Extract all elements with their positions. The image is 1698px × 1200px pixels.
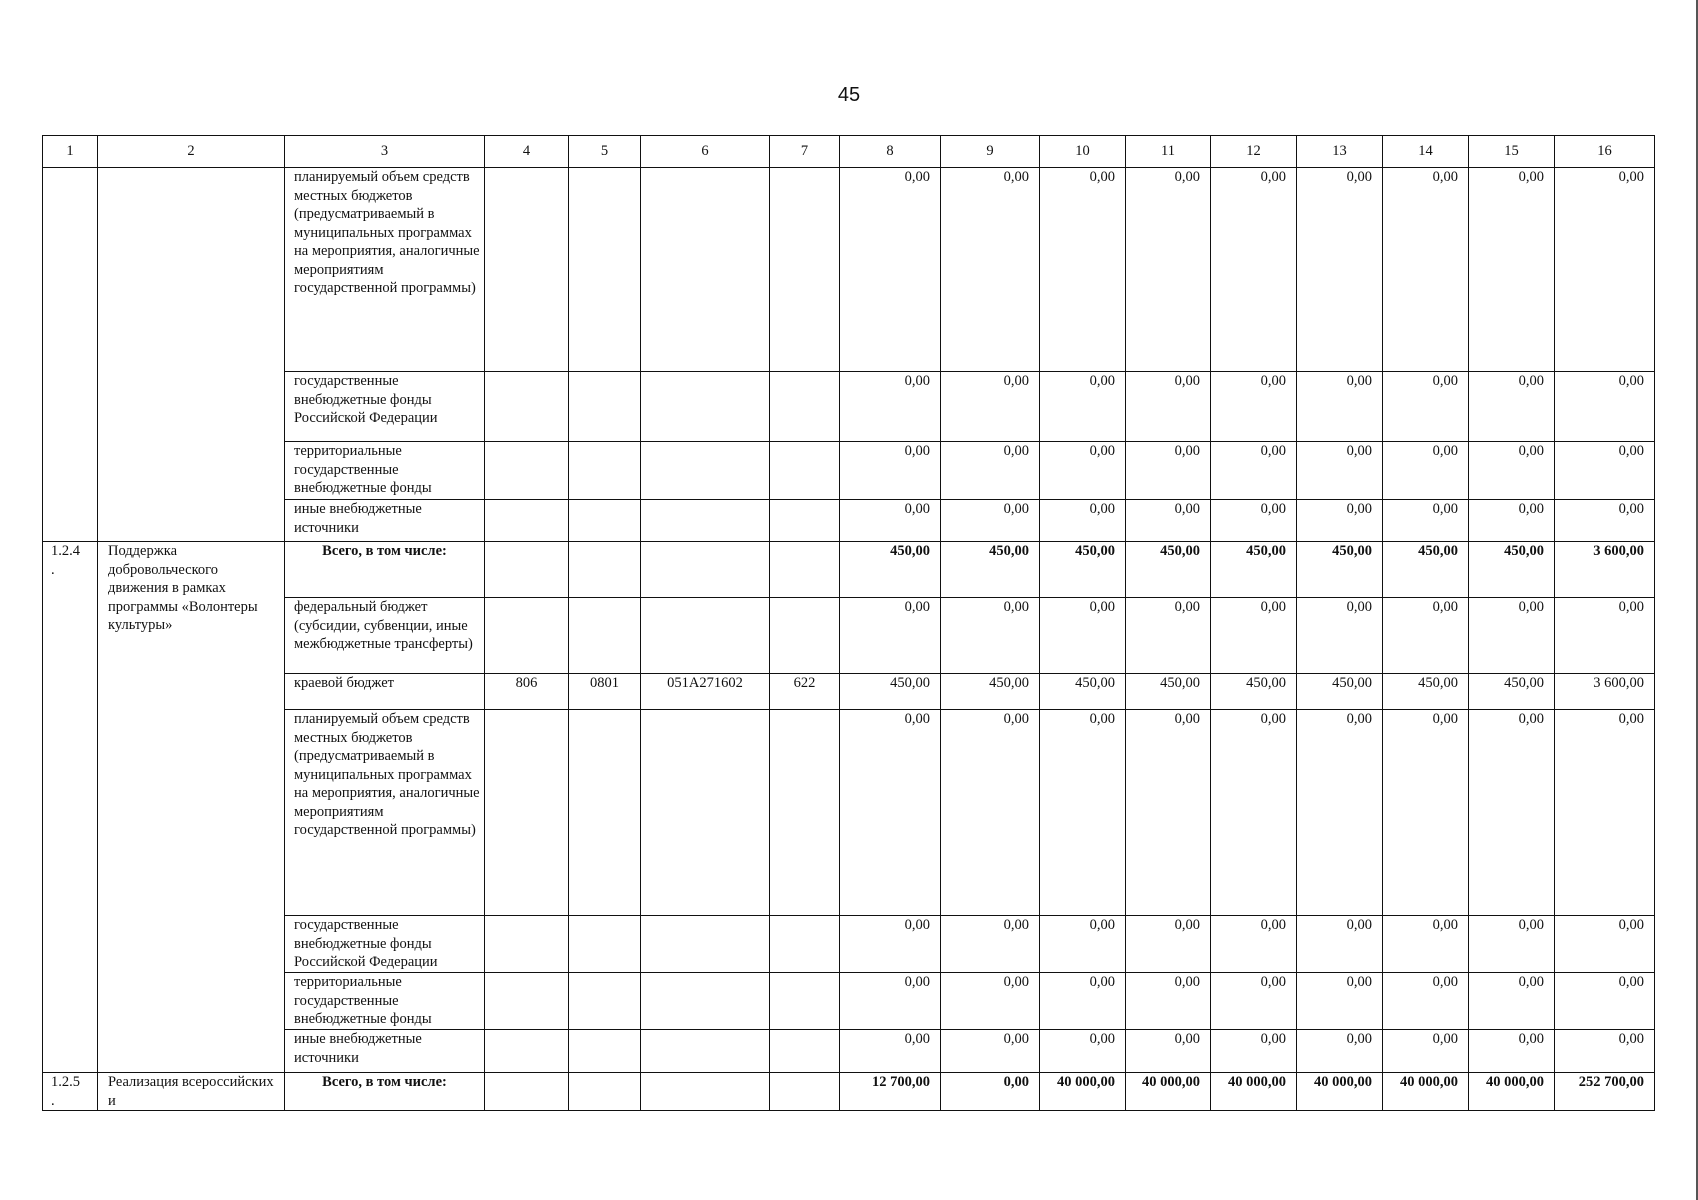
value-cell: 0,00 (941, 442, 1040, 500)
column-header: 2 (98, 136, 285, 168)
column-header: 11 (1126, 136, 1211, 168)
table-row (43, 1030, 1655, 1073)
column-header: 9 (941, 136, 1040, 168)
cell-col4 (485, 598, 569, 674)
value-cell: 0,00 (1383, 442, 1469, 500)
value-cell: 0,00 (941, 598, 1040, 674)
cell-col6: 051A271602 (641, 674, 770, 710)
cell-col6 (641, 1073, 770, 1111)
item-index: 1.2.4 (51, 543, 80, 559)
value-cell: 0,00 (1469, 710, 1555, 916)
value-cell: 0,00 (840, 442, 941, 500)
cell-col4 (485, 442, 569, 500)
total-value-cell: 40 000,00 (1211, 1073, 1297, 1111)
funding-source: планируемый объем средств местных бюджетов (предусматриваемый в муниципальных программах на мероприятия, аналогичные мероприятиям государственной программы) (285, 168, 485, 372)
column-header: 4 (485, 136, 569, 168)
index-mark: . (51, 1092, 55, 1109)
value-cell: 0,00 (1555, 500, 1655, 542)
column-header: 6 (641, 136, 770, 168)
table-row (43, 973, 1655, 1030)
value-cell: 0,00 (1383, 916, 1469, 973)
value-cell: 0,00 (1383, 372, 1469, 442)
cell-col4 (485, 1030, 569, 1073)
value-cell: 0,00 (840, 973, 941, 1030)
header-row (43, 136, 1655, 168)
table-row (43, 916, 1655, 973)
cell-col5: 0801 (569, 674, 641, 710)
value-cell: 0,00 (941, 372, 1040, 442)
index-cell (43, 168, 98, 542)
value-cell: 0,00 (1297, 168, 1383, 372)
value-cell: 0,00 (1555, 372, 1655, 442)
cell-col4 (485, 500, 569, 542)
value-cell: 0,00 (1211, 710, 1297, 916)
value-cell: 0,00 (1126, 372, 1211, 442)
value-cell: 0,00 (1383, 973, 1469, 1030)
cell-col4 (485, 372, 569, 442)
value-cell: 0,00 (1126, 916, 1211, 973)
table-row (43, 598, 1655, 674)
value-cell: 0,00 (1040, 372, 1126, 442)
total-value-cell: 450,00 (1469, 542, 1555, 598)
cell-col6 (641, 916, 770, 973)
column-header: 8 (840, 136, 941, 168)
value-cell: 0,00 (840, 1030, 941, 1073)
value-cell: 0,00 (1040, 973, 1126, 1030)
value-cell: 0,00 (1297, 372, 1383, 442)
total-value-cell: 40 000,00 (1297, 1073, 1383, 1111)
item-name: Поддержка добровольческого движения в рамках программы «Волонтеры культуры» (98, 542, 285, 1073)
item-name: Реализация всероссийских и (98, 1073, 285, 1111)
value-cell: 0,00 (1555, 973, 1655, 1030)
value-cell: 0,00 (1469, 598, 1555, 674)
value-cell: 0,00 (1126, 168, 1211, 372)
cell-col5 (569, 372, 641, 442)
total-value-cell: 450,00 (941, 542, 1040, 598)
column-header: 1 (43, 136, 98, 168)
total-value-cell: 0,00 (941, 1073, 1040, 1111)
value-cell: 450,00 (1126, 674, 1211, 710)
name-cell (98, 168, 285, 542)
total-value-cell: 3 600,00 (1555, 542, 1655, 598)
value-cell: 450,00 (1297, 674, 1383, 710)
value-cell: 0,00 (941, 168, 1040, 372)
table-row (43, 168, 1655, 372)
index-cell (43, 542, 98, 1073)
total-value-cell: 40 000,00 (1383, 1073, 1469, 1111)
value-cell: 0,00 (1469, 500, 1555, 542)
funding-source: краевой бюджет (285, 674, 485, 710)
value-cell: 0,00 (1126, 973, 1211, 1030)
value-cell: 450,00 (1383, 674, 1469, 710)
table-row (43, 372, 1655, 442)
column-header: 15 (1469, 136, 1555, 168)
value-cell: 0,00 (1211, 500, 1297, 542)
value-cell: 0,00 (1126, 500, 1211, 542)
cell-col6 (641, 542, 770, 598)
value-cell: 0,00 (1211, 598, 1297, 674)
value-cell: 0,00 (1126, 442, 1211, 500)
value-cell: 450,00 (1211, 674, 1297, 710)
value-cell: 0,00 (1126, 598, 1211, 674)
funding-source: государственные внебюджетные фонды Российской Федерации (285, 916, 485, 973)
value-cell: 0,00 (1040, 442, 1126, 500)
cell-col4 (485, 542, 569, 598)
cell-col7 (770, 710, 840, 916)
value-cell: 0,00 (1555, 916, 1655, 973)
value-cell: 450,00 (840, 674, 941, 710)
cell-col5 (569, 1073, 641, 1111)
value-cell: 0,00 (1383, 1030, 1469, 1073)
value-cell: 0,00 (1040, 710, 1126, 916)
column-header: 3 (285, 136, 485, 168)
value-cell: 450,00 (1469, 674, 1555, 710)
total-value-cell: 450,00 (1297, 542, 1383, 598)
value-cell: 0,00 (1126, 710, 1211, 916)
value-cell: 0,00 (1383, 168, 1469, 372)
value-cell: 450,00 (941, 674, 1040, 710)
cell-col5 (569, 710, 641, 916)
total-value-cell: 450,00 (1040, 542, 1126, 598)
table-row (43, 1073, 1655, 1111)
total-value-cell: 252 700,00 (1555, 1073, 1655, 1111)
cell-col5 (569, 500, 641, 542)
funding-source: планируемый объем средств местных бюджетов (предусматриваемый в муниципальных программах на мероприятия, аналогичные мероприятиям государственной программы) (285, 710, 485, 916)
value-cell: 0,00 (1211, 442, 1297, 500)
cell-col7 (770, 1030, 840, 1073)
cell-col5 (569, 542, 641, 598)
column-header: 14 (1383, 136, 1469, 168)
value-cell: 0,00 (1469, 1030, 1555, 1073)
value-cell: 0,00 (840, 710, 941, 916)
value-cell: 450,00 (1040, 674, 1126, 710)
value-cell: 0,00 (1040, 1030, 1126, 1073)
cell-col7: 622 (770, 674, 840, 710)
cell-col7 (770, 598, 840, 674)
value-cell: 0,00 (1469, 372, 1555, 442)
value-cell: 3 600,00 (1555, 674, 1655, 710)
value-cell: 0,00 (840, 916, 941, 973)
value-cell: 0,00 (1555, 598, 1655, 674)
value-cell: 0,00 (1211, 372, 1297, 442)
total-value-cell: 450,00 (1211, 542, 1297, 598)
value-cell: 0,00 (1297, 973, 1383, 1030)
value-cell: 0,00 (1555, 442, 1655, 500)
page-number: 45 (837, 84, 861, 106)
value-cell: 0,00 (941, 973, 1040, 1030)
total-value-cell: 450,00 (1383, 542, 1469, 598)
column-header: 5 (569, 136, 641, 168)
column-header: 10 (1040, 136, 1126, 168)
value-cell: 0,00 (1040, 916, 1126, 973)
funding-source: федеральный бюджет (субсидии, субвенции, иные межбюджетные трансферты) (285, 598, 485, 674)
value-cell: 0,00 (840, 168, 941, 372)
table-row (43, 500, 1655, 542)
funding-source-total: Всего, в том числе: (285, 542, 485, 598)
value-cell: 0,00 (1555, 168, 1655, 372)
cell-col5 (569, 973, 641, 1030)
value-cell: 0,00 (1211, 168, 1297, 372)
value-cell: 0,00 (1555, 1030, 1655, 1073)
cell-col4 (485, 973, 569, 1030)
cell-col4 (485, 1073, 569, 1111)
value-cell: 0,00 (941, 710, 1040, 916)
value-cell: 0,00 (941, 1030, 1040, 1073)
total-value-cell: 40 000,00 (1040, 1073, 1126, 1111)
cell-col6 (641, 442, 770, 500)
total-value-cell: 40 000,00 (1126, 1073, 1211, 1111)
cell-col6 (641, 1030, 770, 1073)
funding-source: территориальные государственные внебюджетные фонды (285, 442, 485, 500)
value-cell: 0,00 (1297, 500, 1383, 542)
cell-col4: 806 (485, 674, 569, 710)
funding-source: иные внебюджетные источники (285, 1030, 485, 1073)
cell-col5 (569, 442, 641, 500)
funding-source: иные внебюджетные источники (285, 500, 485, 542)
cell-col4 (485, 710, 569, 916)
cell-col7 (770, 973, 840, 1030)
value-cell: 0,00 (1297, 598, 1383, 674)
column-header: 13 (1297, 136, 1383, 168)
total-value-cell: 40 000,00 (1469, 1073, 1555, 1111)
cell-col7 (770, 442, 840, 500)
cell-col4 (485, 916, 569, 973)
value-cell: 0,00 (840, 372, 941, 442)
table-row (43, 674, 1655, 710)
cell-col6 (641, 500, 770, 542)
cell-col7 (770, 1073, 840, 1111)
value-cell: 0,00 (1383, 710, 1469, 916)
value-cell: 0,00 (1297, 442, 1383, 500)
value-cell: 0,00 (1297, 710, 1383, 916)
total-value-cell: 12 700,00 (840, 1073, 941, 1111)
value-cell: 0,00 (1126, 1030, 1211, 1073)
value-cell: 0,00 (1040, 598, 1126, 674)
item-index: 1.2.5 (51, 1074, 80, 1090)
column-header: 7 (770, 136, 840, 168)
cell-col7 (770, 916, 840, 973)
cell-col6 (641, 598, 770, 674)
index-cell (43, 1073, 98, 1111)
index-mark: . (51, 561, 55, 578)
cell-col6 (641, 168, 770, 372)
funding-source: государственные внебюджетные фонды Российской Федерации (285, 372, 485, 442)
value-cell: 0,00 (1040, 500, 1126, 542)
total-value-cell: 450,00 (840, 542, 941, 598)
table-row (43, 542, 1655, 598)
cell-col6 (641, 710, 770, 916)
cell-col7 (770, 542, 840, 598)
value-cell: 0,00 (1469, 168, 1555, 372)
value-cell: 0,00 (1040, 168, 1126, 372)
cell-col6 (641, 973, 770, 1030)
value-cell: 0,00 (1469, 442, 1555, 500)
cell-col5 (569, 598, 641, 674)
value-cell: 0,00 (1211, 916, 1297, 973)
value-cell: 0,00 (840, 598, 941, 674)
cell-col4 (485, 168, 569, 372)
column-header: 16 (1555, 136, 1655, 168)
value-cell: 0,00 (941, 916, 1040, 973)
value-cell: 0,00 (840, 500, 941, 542)
cell-col7 (770, 372, 840, 442)
cell-col6 (641, 372, 770, 442)
table-row (43, 710, 1655, 916)
value-cell: 0,00 (1383, 598, 1469, 674)
value-cell: 0,00 (1383, 500, 1469, 542)
value-cell: 0,00 (1469, 916, 1555, 973)
funding-source-total: Всего, в том числе: (285, 1073, 485, 1111)
budget-table (42, 135, 1655, 1111)
cell-col5 (569, 168, 641, 372)
value-cell: 0,00 (1555, 710, 1655, 916)
value-cell: 0,00 (1297, 916, 1383, 973)
table-row (43, 442, 1655, 500)
value-cell: 0,00 (1297, 1030, 1383, 1073)
cell-col7 (770, 168, 840, 372)
funding-source: территориальные государственные внебюджетные фонды (285, 973, 485, 1030)
value-cell: 0,00 (1469, 973, 1555, 1030)
cell-col7 (770, 500, 840, 542)
value-cell: 0,00 (1211, 973, 1297, 1030)
cell-col5 (569, 916, 641, 973)
value-cell: 0,00 (1211, 1030, 1297, 1073)
cell-col5 (569, 1030, 641, 1073)
column-header: 12 (1211, 136, 1297, 168)
value-cell: 0,00 (941, 500, 1040, 542)
total-value-cell: 450,00 (1126, 542, 1211, 598)
